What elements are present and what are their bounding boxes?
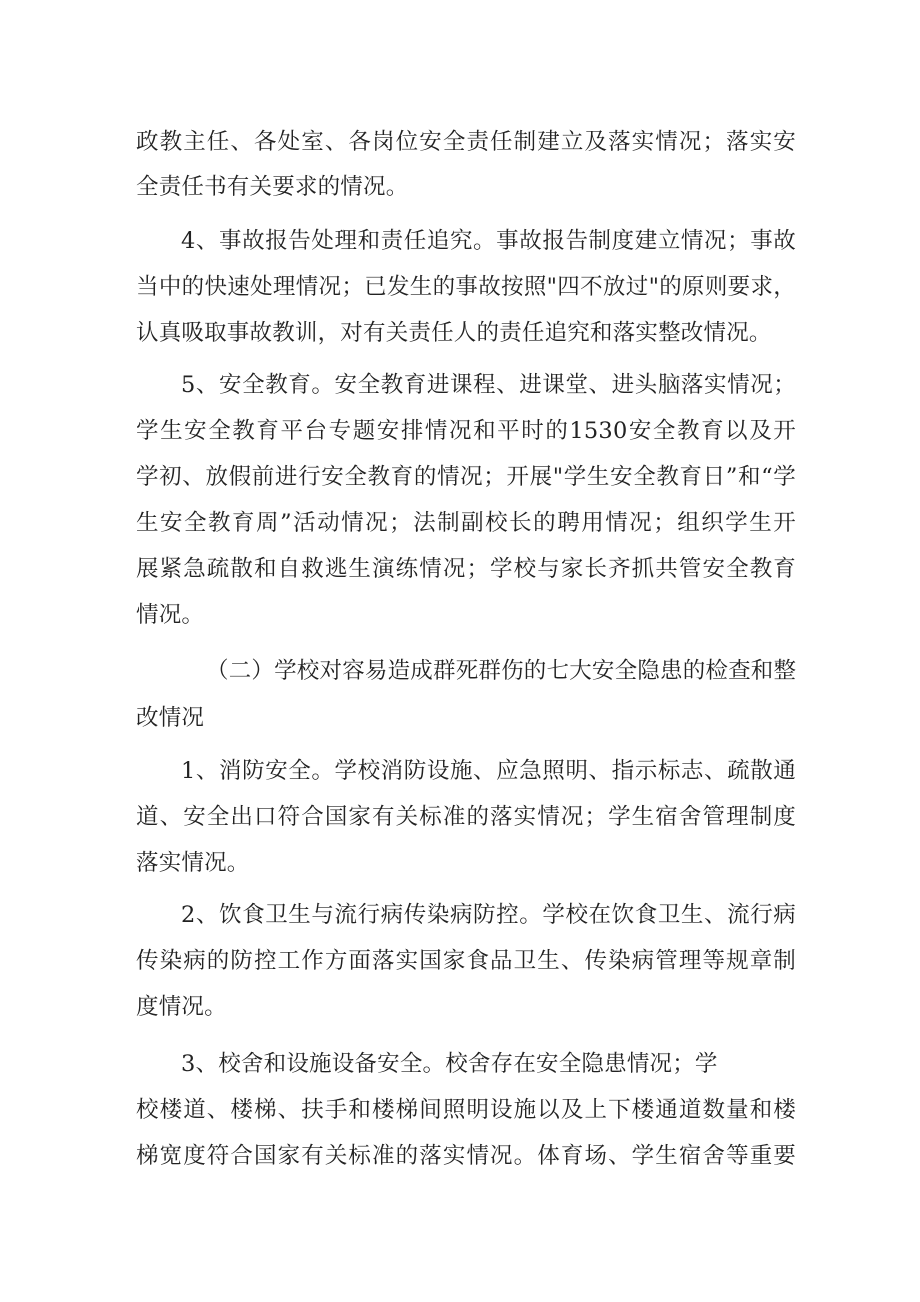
paragraph-line: 展紧急疏散和自救逃生演练情况；学校与家长齐抓共管安全教育 (136, 556, 796, 582)
paragraph-line: 全责任书有关要求的情况。 (136, 174, 409, 200)
paragraph-line: 传染病的防控工作方面落实国家食品卫生、传染病管理等规章制 (136, 948, 796, 974)
paragraph-line: 道、安全出口符合国家有关标准的落实情况；学生宿舍管理制度 (136, 804, 796, 830)
paragraph-line: 学生安全教育平台专题安排情况和平时的1530安全教育以及开 (136, 418, 796, 444)
paragraph-line: 当中的快速处理情况；已发生的事故按照"四不放过"的原则要求， (136, 274, 796, 300)
paragraph-line: 校楼道、楼梯、扶手和楼梯间照明设施以及上下楼通道数量和楼 (136, 1097, 796, 1123)
paragraph-line: 1、消防安全。学校消防设施、应急照明、指示标志、疏散通 (181, 758, 796, 784)
paragraph-line: 5、安全教育。安全教育进课程、进课堂、进头脑落实情况； (181, 372, 796, 398)
section-heading-line: （二）学校对容易造成群死群伤的七大安全隐患的检查和整 (206, 658, 796, 684)
paragraph-line: 生安全教育周”活动情况；法制副校长的聘用情况；组织学生开 (136, 510, 796, 536)
paragraph-line: 2、饮食卫生与流行病传染病防控。学校在饮食卫生、流行病 (181, 902, 796, 928)
paragraph-line: 3、校舍和设施设备安全。校舍存在安全隐患情况；学 (181, 1051, 718, 1077)
paragraph-line: 度情况。 (136, 994, 227, 1020)
paragraph-line: 学初、放假前进行安全教育的情况；开展"学生安全教育日”和“学 (136, 464, 796, 490)
paragraph-line: 落实情况。 (136, 850, 250, 876)
section-heading-line: 改情况 (136, 705, 205, 731)
paragraph-line: 情况。 (136, 602, 205, 628)
paragraph-line: 政教主任、各处室、各岗位安全责任制建立及落实情况；落实安 (136, 129, 796, 155)
paragraph-line: 4、事故报告处理和责任追究。事故报告制度建立情况；事故 (181, 228, 796, 254)
paragraph-line: 梯宽度符合国家有关标准的落实情况。体育场、学生宿舍等重要 (136, 1143, 796, 1169)
paragraph-line: 认真吸取事故教训，对有关责任人的责任追究和落实整改情况。 (136, 320, 772, 346)
